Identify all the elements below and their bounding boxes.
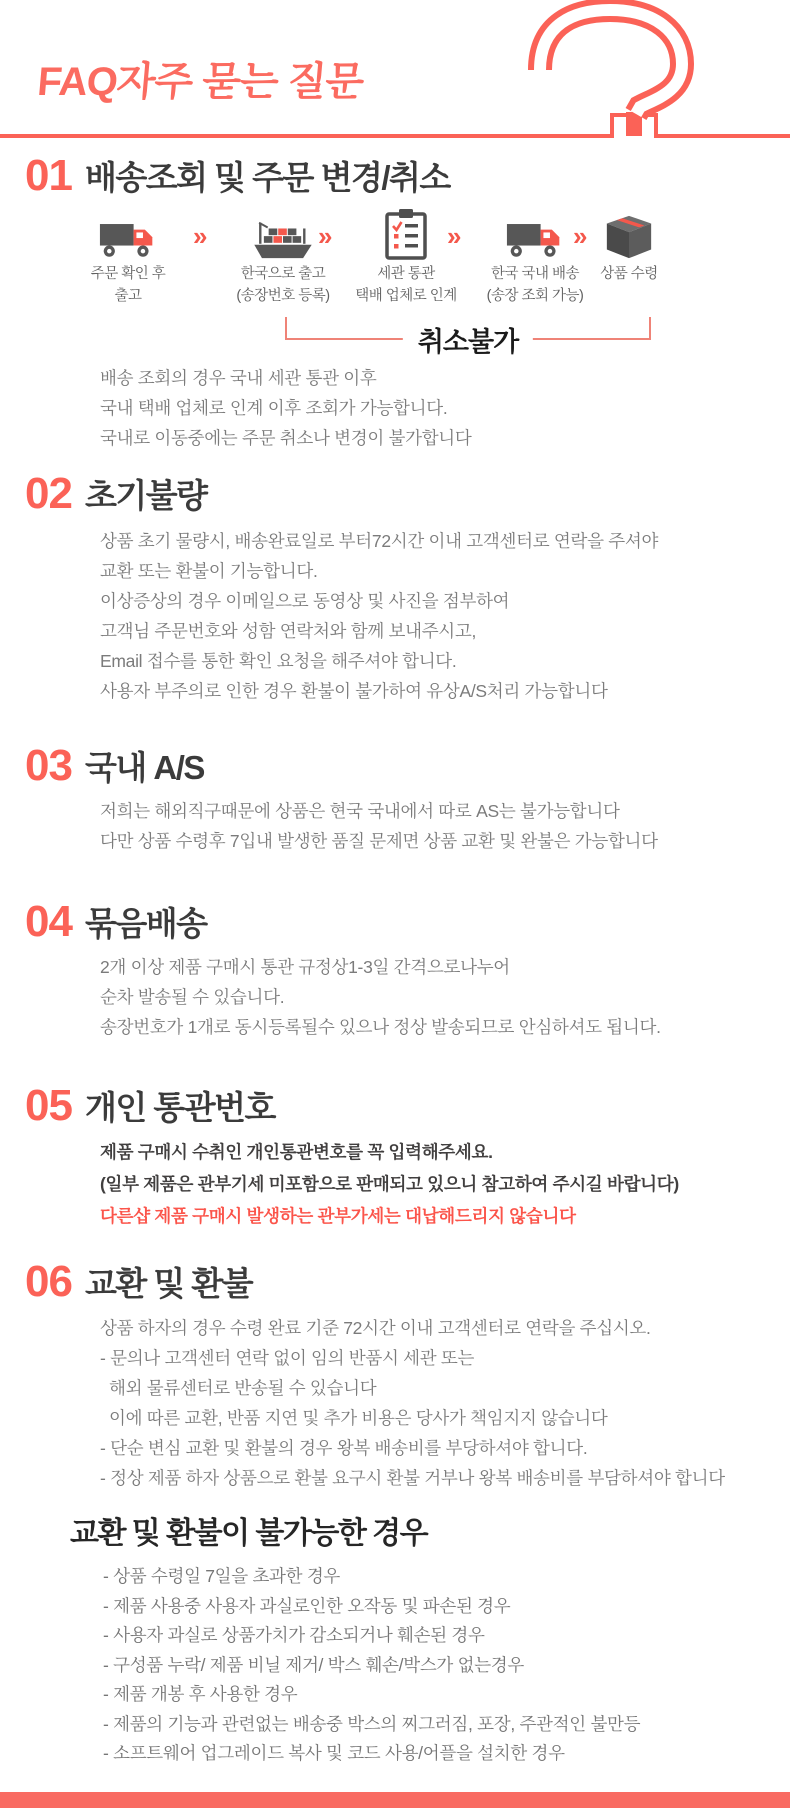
- step-shipped-to-korea: [216, 205, 350, 305]
- body-line: 고객님 주문번호와 성함 연락처와 함께 보내주시고,: [100, 621, 477, 641]
- refund-impossible-list: [0, 1562, 790, 1769]
- list-item: - 제품 사용중 사용자 과실로인한 오작동 및 파손된 경우: [103, 1595, 511, 1616]
- section-title: 국내 A/S: [84, 749, 204, 786]
- section-05-body: [0, 1136, 790, 1232]
- step-label: 한국으로 출고: [240, 266, 326, 282]
- chevron-right-icon: »: [193, 221, 208, 251]
- step-customs-clearance: [339, 205, 473, 305]
- cancellation-bracket: [285, 317, 651, 358]
- bottom-accent-bar: [0, 1792, 790, 1808]
- section-01-heading: [0, 152, 790, 199]
- section-number: 03: [25, 740, 72, 790]
- list-item: - 사용자 과실로 상품가치가 감소되거나 훼손된 경우: [103, 1625, 485, 1645]
- section-title: 묶음배송: [84, 905, 207, 942]
- section-title: 배송조회 및 주문 변경/취소: [84, 159, 450, 196]
- chevron-right-icon: »: [318, 221, 333, 251]
- page-title: FAQ자주 묻는 질문: [35, 60, 365, 104]
- section-05-heading: [0, 1082, 790, 1129]
- section-title: 교환 및 환불: [84, 1265, 253, 1302]
- section-number: 05: [25, 1080, 72, 1130]
- chevron-right-icon: »: [447, 221, 462, 251]
- body-line: Email 접수를 통한 확인 요청을 해주셔야 합니다.: [100, 651, 457, 671]
- shipping-steps-diagram: [0, 205, 790, 365]
- section-03-body: [0, 796, 790, 856]
- body-line: 다만 상품 수령후 7입내 발생한 품질 문제면 상품 교환 및 완불은 가능합니다: [100, 831, 658, 851]
- body-line: 이상증상의 경우 이메일으로 동영상 및 사진을 점부하여: [100, 591, 510, 611]
- step-label: 상품 수령: [600, 266, 658, 282]
- section-title: 초기불량: [84, 477, 207, 514]
- step-label: (송장번호 등록): [236, 288, 330, 304]
- section-04-heading: [0, 898, 790, 945]
- section-06-heading: [0, 1258, 790, 1305]
- step-order-confirmed: [68, 205, 188, 305]
- body-line: 국내로 이동중에는 주문 취소나 변경이 불가합니다: [100, 428, 472, 448]
- list-item: - 상품 수령일 7일을 초과한 경우: [103, 1566, 341, 1586]
- step-label: 한국 국내 배송: [490, 266, 580, 282]
- body-line: 상품 하자의 경우 수령 완료 기준 72시간 이내 고객센터로 연락을 주십시오.: [100, 1318, 651, 1338]
- body-line: 순차 발송될 수 있습니다.: [100, 987, 285, 1007]
- section-number: 04: [25, 896, 72, 946]
- body-line: 국내 택배 업체로 인계 이후 조회가 가능합니다.: [100, 398, 448, 418]
- section-06-body: [0, 1313, 790, 1493]
- section-04-body: [0, 952, 790, 1042]
- body-line: 교환 또는 환불이 기능합니다.: [100, 561, 318, 581]
- box-icon: [586, 205, 672, 261]
- truck-icon: [68, 205, 188, 261]
- section-number: 06: [25, 1256, 72, 1306]
- body-line: 송장번호가 1개로 동시등록될수 있으나 정상 발송되므로 안심하셔도 됩니다.: [100, 1017, 661, 1037]
- section-03-heading: [0, 742, 790, 789]
- step-label: 주문 확인 후: [90, 266, 166, 282]
- section-number: 02: [25, 468, 72, 518]
- no-cancellation-label: 취소불가: [403, 320, 533, 359]
- step-label: 택배 업체로 인계: [355, 288, 457, 304]
- step-label: 세관 통관: [377, 266, 435, 282]
- step-receive-product: [586, 205, 672, 283]
- refund-impossible-title: 교환 및 환불이 불가능한 경우: [70, 1517, 428, 1550]
- body-line: 상품 초기 물량시, 배송완료일로 부터72시간 이내 고객센터로 연락을 주셔야: [100, 531, 659, 551]
- body-line: - 정상 제품 하자 상품으로 환불 요구시 환불 거부나 왕복 배송비를 부담하셔야 합니다: [100, 1468, 725, 1488]
- body-line: 이에 따른 교환, 반품 지연 및 추가 비용은 당사가 책임지지 않습니다: [109, 1408, 608, 1428]
- list-item: - 제품 개봉 후 사용한 경우: [103, 1684, 298, 1704]
- body-line: 사용자 부주의로 인한 경우 환불이 불가하여 유상A/S처리 가능합니다: [100, 681, 608, 701]
- section-02-heading: [0, 470, 790, 517]
- section-title: 개인 통관번호: [84, 1089, 275, 1126]
- list-item: - 구성품 누락/ 제품 비닐 제거/ 박스 훼손/박스가 없는경우: [103, 1654, 525, 1675]
- section-number: 01: [25, 150, 72, 200]
- body-line-bold: (일부 제품은 관부기세 미포함으로 판매되고 있으니 참고하여 주시길 바랍니다): [100, 1174, 679, 1194]
- body-line: 해외 물류센터로 반송될 수 있습니다: [109, 1378, 377, 1398]
- section-01-body: [0, 363, 790, 453]
- step-label: 출고: [114, 288, 142, 304]
- list-item: - 소프트웨어 업그레이드 복사 및 코드 사용/어플을 설치한 경우: [103, 1743, 565, 1763]
- list-item: - 제품의 기능과 관련없는 배송중 박스의 찌그러짐, 포장, 주관적인 불만등: [103, 1713, 641, 1734]
- body-line: - 단순 변심 교환 및 환불의 경우 왕복 배송비를 부당하셔야 합니다.: [100, 1438, 588, 1458]
- body-line: 배송 조회의 경우 국내 세관 통관 이후: [100, 368, 377, 388]
- body-line-bold: 제품 구매시 수취인 개인통관변호를 꼭 입력해주세요.: [100, 1142, 493, 1162]
- step-domestic-delivery: [468, 205, 602, 305]
- body-line: - 문의나 고객센터 연락 없이 임의 반품시 세관 또는: [100, 1348, 475, 1368]
- body-line: 2개 이상 제품 구매시 통관 규정상1-3일 간격으로나누어: [100, 957, 510, 977]
- chevron-right-icon: »: [573, 221, 588, 251]
- body-line: 저희는 해외직구때문에 상품은 현국 국내에서 따로 AS는 불가능합니다: [100, 801, 620, 821]
- section-02-body: [0, 526, 790, 706]
- step-label: (송장 조회 가능): [486, 288, 584, 304]
- body-line-warning: 다른샵 제품 구매시 발생하는 관부가세는 대납해드리지 않습니다: [100, 1206, 576, 1226]
